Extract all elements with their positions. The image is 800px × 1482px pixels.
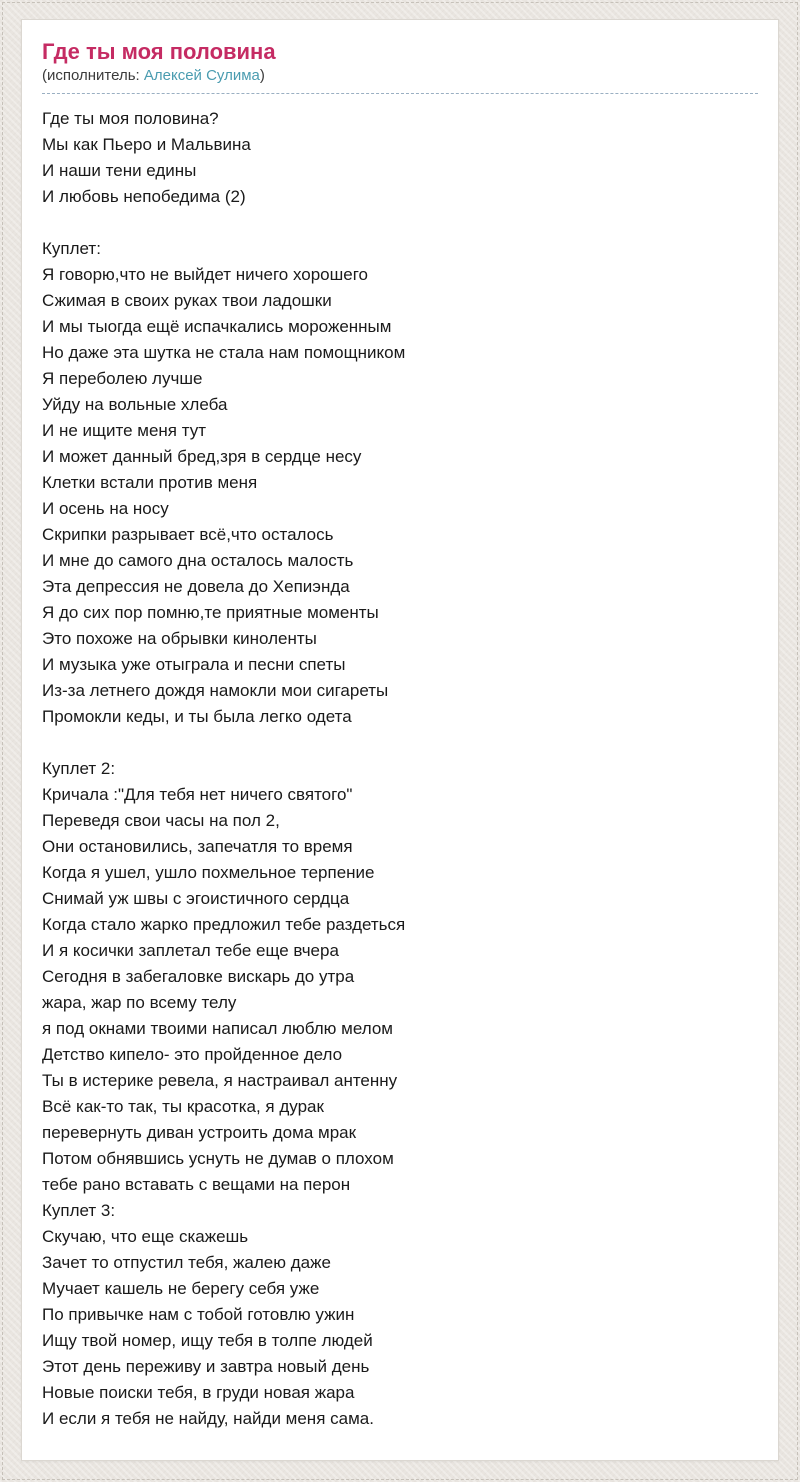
lyric-line: тебе рано вставать с вещами на перон xyxy=(42,1175,351,1194)
artist-prefix-label: (исполнитель: xyxy=(42,67,144,84)
lyric-line: Уйду на вольные хлеба xyxy=(42,395,228,414)
lyric-line: Куплет: xyxy=(42,239,101,258)
lyric-line: Это похоже на обрывки киноленты xyxy=(42,629,317,648)
lyric-line: Сжимая в своих руках твои ладошки xyxy=(42,291,332,310)
lyric-line: Ищу твой номер, ищу тебя в толпе людей xyxy=(42,1331,373,1350)
lyric-line: Куплет 2: xyxy=(42,759,116,778)
lyric-line: И наши тени едины xyxy=(42,161,197,180)
lyric-line: И если я тебя не найду, найди меня сама. xyxy=(42,1409,374,1428)
lyric-line: Я переболею лучше xyxy=(42,369,203,388)
lyric-line: И осень на носу xyxy=(42,499,169,518)
lyric-line: Скрипки разрывает всё,что осталось xyxy=(42,525,334,544)
lyric-line: И не ищите меня тут xyxy=(42,421,206,440)
lyric-line: Я до сих пор помню,те приятные моменты xyxy=(42,603,379,622)
lyric-line: И любовь непобедима (2) xyxy=(42,187,246,206)
lyric-line: Но даже эта шутка не стала нам помощником xyxy=(42,343,406,362)
lyric-line: По привычке нам с тобой готовлю ужин xyxy=(42,1305,355,1324)
lyric-line: И музыка уже отыграла и песни спеты xyxy=(42,655,346,674)
lyric-line: Детство кипело- это пройденное дело xyxy=(42,1045,343,1064)
lyric-line: Когда я ушел, ушло похмельное терпение xyxy=(42,863,375,882)
lyric-line: Куплет 3: xyxy=(42,1201,116,1220)
lyric-line: И мне до самого дна осталось малость xyxy=(42,551,354,570)
lyric-line: Промокли кеды, и ты была легко одета xyxy=(42,707,352,726)
lyric-line: Переведя свои часы на пол 2, xyxy=(42,811,280,830)
lyric-line xyxy=(42,730,758,756)
lyric-line: Мучает кашель не берегу себя уже xyxy=(42,1279,320,1298)
lyric-line: Ты в истерике ревела, я настраивал антенну xyxy=(42,1071,398,1090)
lyric-line: я под окнами твоими написал люблю мелом xyxy=(42,1019,393,1038)
lyric-line: Клетки встали против меня xyxy=(42,473,258,492)
lyric-line: Новые поиски тебя, в груди новая жара xyxy=(42,1383,355,1402)
lyric-line: Этот день переживу и завтра новый день xyxy=(42,1357,370,1376)
lyric-line: Снимай уж швы с эгоистичного сердца xyxy=(42,889,350,908)
lyric-line: Эта депрессия не довела до Хепиэнда xyxy=(42,577,350,596)
lyric-line: Кричала :"Для тебя нет ничего святого" xyxy=(42,785,353,804)
artist-line xyxy=(42,66,758,94)
lyric-line: перевернуть диван устроить дома мрак xyxy=(42,1123,357,1142)
lyric-line: И я косички заплетал тебе еще вчера xyxy=(42,941,339,960)
lyric-line: И может данный бред,зря в сердце несу xyxy=(42,447,362,466)
lyrics-text xyxy=(42,106,758,1432)
artist-link[interactable]: Алексей Сулима xyxy=(143,67,260,84)
lyric-line: И мы тыогда ещё испачкались мороженным xyxy=(42,317,392,336)
artist-suffix-label: ) xyxy=(259,67,265,84)
lyric-line: Где ты моя половина? xyxy=(42,109,219,128)
lyric-line: Из-за летнего дождя намокли мои сигареты xyxy=(42,681,389,700)
lyric-line: Я говорю,что не выйдет ничего хорошего xyxy=(42,265,369,284)
page-title: Где ты моя половина xyxy=(42,39,276,64)
lyric-line: Потом обнявшись уснуть не думав о плохом xyxy=(42,1149,394,1168)
lyric-line: жара, жар по всему телу xyxy=(42,993,237,1012)
lyric-line: Зачет то отпустил тебя, жалею даже xyxy=(42,1253,331,1272)
lyric-line: Скучаю, что еще скажешь xyxy=(42,1227,249,1246)
lyrics-card xyxy=(21,19,779,1461)
lyric-line: Сегодня в забегаловке вискарь до утра xyxy=(42,967,355,986)
lyric-line: Мы как Пьеро и Мальвина xyxy=(42,135,251,154)
lyric-line: Они остановились, запечатля то время xyxy=(42,837,353,856)
lyric-line: Всё как-то так, ты красотка, я дурак xyxy=(42,1097,324,1116)
lyric-line xyxy=(42,210,758,236)
lyric-line: Когда стало жарко предложил тебе раздеться xyxy=(42,915,406,934)
